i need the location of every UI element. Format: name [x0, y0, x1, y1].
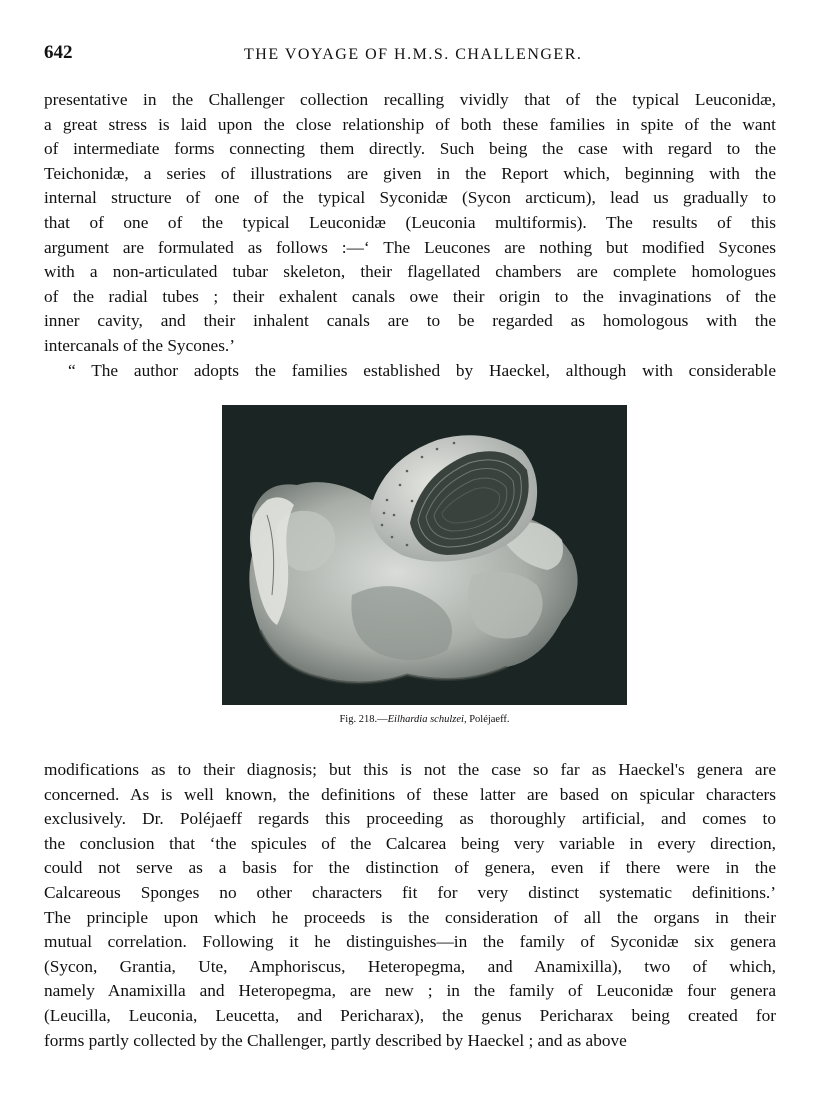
- body-text-top: [44, 88, 776, 383]
- text-line: could not serve as a basis for the distinction of genera, even if there were in the: [44, 858, 776, 878]
- text-line: internal structure of one of the typical Syconidæ (Sycon arcticum), lead us gradually to: [44, 188, 776, 208]
- figure-caption: [222, 714, 627, 725]
- text-line: presentative in the Challenger collection recalling vividly that of the typical Leuconidæ,: [44, 90, 776, 109]
- text-line: “ The author adopts the families established by Haeckel, although with considerable: [68, 360, 776, 380]
- text-line: forms partly collected by the Challenger, partly described by Haeckel ; and as above: [44, 1030, 627, 1050]
- page-header: [44, 40, 775, 70]
- text-line: of the radial tubes ; their exhalent canals owe their origin to the invaginations of the: [44, 286, 776, 306]
- text-line: that of one of the typical Leuconidæ (Leuconia multiformis). The results of this: [44, 212, 776, 232]
- text-line: modifications as to their diagnosis; but this is not the case so far as Haeckel's genera are: [44, 760, 776, 779]
- caption-suffix: , Poléjaeff.: [463, 714, 510, 725]
- text-line: mutual correlation. Following it he distinguishes—in the family of Syconidæ six genera: [44, 932, 776, 952]
- running-head: THE VOYAGE OF H.M.S. CHALLENGER.: [244, 46, 583, 63]
- caption-species: Eilhardia schulzei: [387, 714, 464, 725]
- text-line: Calcareous Sponges no other characters fit for very distinct systematic definitions.’: [44, 882, 776, 902]
- sponge-engraving-icon: [222, 405, 627, 705]
- page-number: 642: [44, 42, 73, 63]
- text-line: (Leucilla, Leuconia, Leucetta, and Pericharax), the genus Pericharax being created for: [44, 1005, 776, 1025]
- text-line: exclusively. Dr. Poléjaeff regards this proceeding as thoroughly artificial, and comes to: [44, 809, 776, 829]
- sponge-illustration: [222, 405, 627, 705]
- text-line: with a non-articulated tubar skeleton, their flagellated chambers are complete homologues: [44, 262, 776, 282]
- text-line: (Sycon, Grantia, Ute, Amphoriscus, Heteropegma, and Anamixilla), two of which,: [44, 956, 776, 976]
- text-line: Teichonidæ, a series of illustrations are given in the Report which, beginning with the: [44, 163, 776, 183]
- text-line: concerned. As is well known, the definitions of these latter are based on spicular characters: [44, 784, 776, 804]
- caption-prefix: Fig. 218.—: [339, 714, 388, 725]
- body-text-bottom: [44, 758, 776, 1053]
- text-line: a great stress is laid upon the close relationship of both these families in spite of the want: [44, 114, 776, 134]
- text-line: inner cavity, and their inhalent canals are to be regarded as homologous with the: [44, 311, 776, 331]
- text-line: intercanals of the Sycones.’: [44, 335, 235, 355]
- text-line: argument are formulated as follows :—‘ The Leucones are nothing but modified Sycones: [44, 237, 776, 257]
- text-line: The principle upon which he proceeds is the consideration of all the organs in their: [44, 907, 776, 927]
- text-line: of intermediate forms connecting them directly. Such being the case with regard to the: [44, 139, 776, 159]
- text-line: namely Anamixilla and Heteropegma, are new ; in the family of Leuconidæ four genera: [44, 981, 776, 1001]
- text-line: the conclusion that ‘the spicules of the Calcarea being very variable in every direction,: [44, 833, 776, 853]
